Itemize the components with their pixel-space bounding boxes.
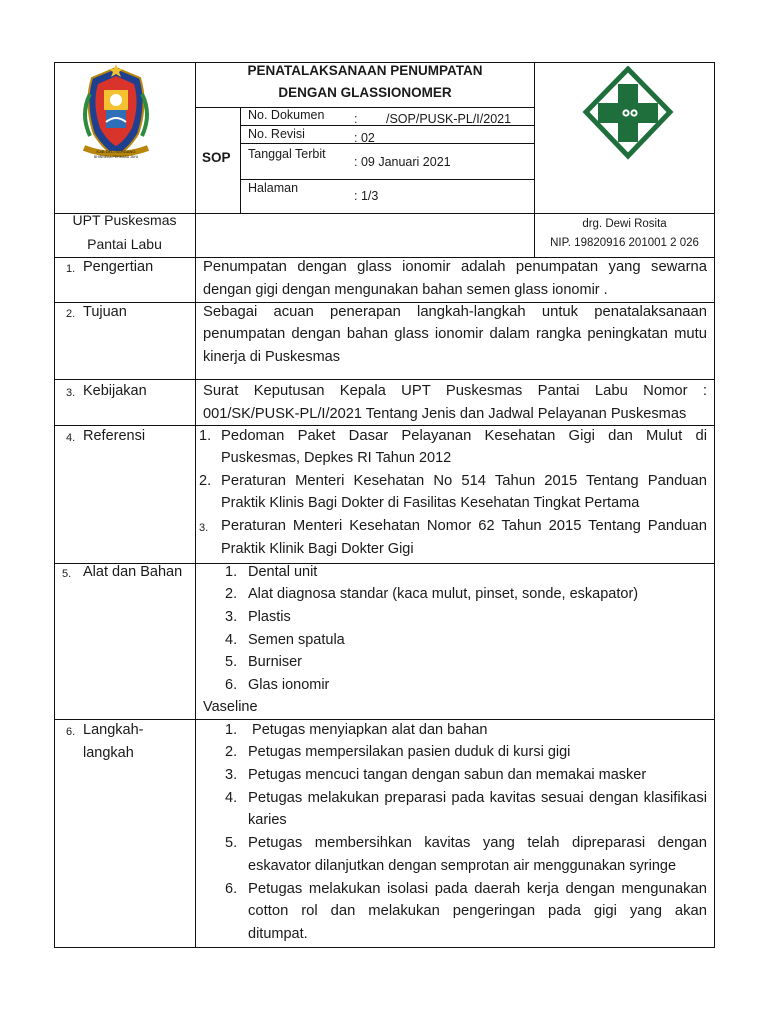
alat-item-number: 5. [225, 654, 238, 670]
kebijakan-text-line2: 001/SK/PUSK-PL/I/2021 Tentang Jenis dan Jadwal Pelayanan Puskesmas [203, 406, 687, 422]
langkah-item-line1: Petugas membersihkan kavitas yang telah dipreparasi dengan [248, 835, 707, 851]
langkah-item-line1: Petugas menyiapkan alat dan bahan [248, 722, 488, 738]
alat-item-text: Burniser [248, 654, 302, 670]
referensi-item-number: 2. [199, 473, 212, 489]
signer-name: drg. Dewi Rosita [582, 218, 667, 230]
section-label-tujuan: Tujuan [83, 304, 127, 320]
doc-number-colon: : [354, 112, 358, 126]
langkah-item-number: 3. [225, 767, 238, 783]
section-label-kebijakan: Kebijakan [83, 383, 147, 399]
langkah-item-number: 5. [225, 835, 238, 851]
section-number: 2. [66, 308, 76, 320]
svg-text:KAB DELI SERDANG: KAB DELI SERDANG [96, 149, 136, 154]
revision-label: No. Revisi [248, 127, 305, 141]
kebijakan-text-line1: Surat Keputusan Kepala UPT Puskesmas Pantai Labu Nomor : [203, 383, 707, 399]
alat-extra-text: Vaseline [203, 699, 258, 715]
alat-item-text: Alat diagnosa standar (kaca mulut, pinset, sonde, eskapator) [248, 586, 639, 602]
page-value: : 1/3 [354, 189, 379, 203]
alat-item-number: 1. [225, 564, 238, 580]
langkah-item-line2: eskavator dilanjutkan dengan semprotan air menggunakan syringe [248, 858, 677, 874]
revision-value: : 02 [354, 131, 375, 145]
langkah-item-number: 2. [225, 744, 238, 760]
page-label: Halaman [248, 181, 299, 195]
alat-item-number: 6. [225, 677, 238, 693]
section-label-langkah-line2: langkah [83, 745, 134, 761]
alat-item-text: Dental unit [248, 564, 318, 580]
alat-item-number: 2. [225, 586, 238, 602]
langkah-item-line2: karies [248, 812, 287, 828]
section-label-pengertian: Pengertian [83, 259, 154, 275]
referensi-item-number: 1. [199, 428, 212, 444]
pengertian-text-line1: Penumpatan dengan glass ionomir adalah penumpatan yang sewarna [203, 259, 707, 275]
issue-date-label: Tanggal Terbit [248, 147, 326, 161]
langkah-item-line1: Petugas melakukan isolasi pada daerah kerja dengan mengunakan [248, 881, 707, 897]
doc-number-label: No. Dokumen [248, 108, 325, 122]
tujuan-text-line1: Sebagai acuan penerapan langkah-langkah untuk penatalaksanaan [203, 304, 707, 320]
sop-title-line2: DENGAN GLASSIONOMER [278, 85, 452, 100]
langkah-item-number: 1. [225, 722, 238, 738]
referensi-item-line2: Puskesmas, Depkes RI Tahun 2012 [221, 450, 452, 466]
unit-name-line2: Pantai Labu [87, 236, 162, 252]
issue-date-value: : 09 Januari 2021 [354, 155, 451, 169]
section-number: 1. [66, 263, 76, 275]
tujuan-text-line3: kinerja di Puskesmas [203, 349, 340, 365]
alat-item-number: 3. [225, 609, 238, 625]
section-number: 3. [66, 387, 76, 399]
tujuan-text-line2: penumpatan dengan bahan glass ionomir dalam rangka peningkatan mutu [203, 326, 707, 342]
referensi-item-number: 3. [199, 522, 209, 534]
alat-item-number: 4. [225, 632, 238, 648]
referensi-item-line2: Praktik Klinik Bagi Dokter Gigi [221, 541, 414, 557]
doc-number-value: /SOP/PUSK-PL/I/2021 [386, 112, 512, 126]
referensi-item-line1: Pedoman Paket Dasar Pelayanan Kesehatan Gigi dan Mulut di [221, 428, 707, 444]
alat-item-text: Plastis [248, 609, 291, 625]
section-label-alat-bahan: Alat dan Bahan [83, 564, 183, 580]
langkah-item-line3: ditumpat. [248, 926, 308, 942]
puskesmas-logo [582, 66, 674, 160]
alat-item-text: Semen spatula [248, 632, 345, 648]
langkah-item-line1: Petugas mencuci tangan dengan sabun dan memakai masker [248, 767, 647, 783]
pengertian-text-line2: dengan gigi dengan mengunakan bahan semen glass ionomir . [203, 282, 608, 298]
langkah-item-number: 4. [225, 790, 238, 806]
referensi-item-line1: Peraturan Menteri Kesehatan Nomor 62 Tahun 2015 Tentang Panduan [221, 518, 707, 534]
langkah-item-line1: Petugas mempersilakan pasien duduk di kursi gigi [248, 744, 571, 760]
sop-title-line1: PENATALAKSANAAN PENUMPATAN [247, 63, 483, 78]
section-number: 4. [66, 432, 76, 444]
section-number: 5. [62, 568, 72, 580]
section-label-langkah: Langkah- [83, 722, 144, 738]
unit-name-line1: UPT Puskesmas [72, 212, 177, 228]
referensi-item-line1: Peraturan Menteri Kesehatan No 514 Tahun 2015 Tentang Panduan [221, 473, 707, 489]
langkah-item-line1: Petugas melakukan preparasi pada kavitas sesuai dengan klasifikasi [248, 790, 707, 806]
section-label-referensi: Referensi [83, 428, 146, 444]
langkah-item-number: 6. [225, 881, 238, 897]
signer-nip: NIP. 19820916 201001 2 026 [550, 237, 699, 249]
referensi-item-line2: Praktik Klinis Bagi Dokter di Fasilitas Kesehatan Tingkat Pertama [221, 495, 640, 511]
svg-text:BHINNEKA PERKASA JAYA: BHINNEKA PERKASA JAYA [93, 155, 139, 159]
regency-emblem-logo [76, 64, 156, 164]
alat-item-text: Glas ionomir [248, 677, 330, 693]
langkah-item-line2: cotton rol dan melakukan pengeringan pada gigi yang akan [248, 903, 707, 919]
section-number: 6. [66, 726, 76, 738]
sop-label: SOP [202, 150, 231, 165]
